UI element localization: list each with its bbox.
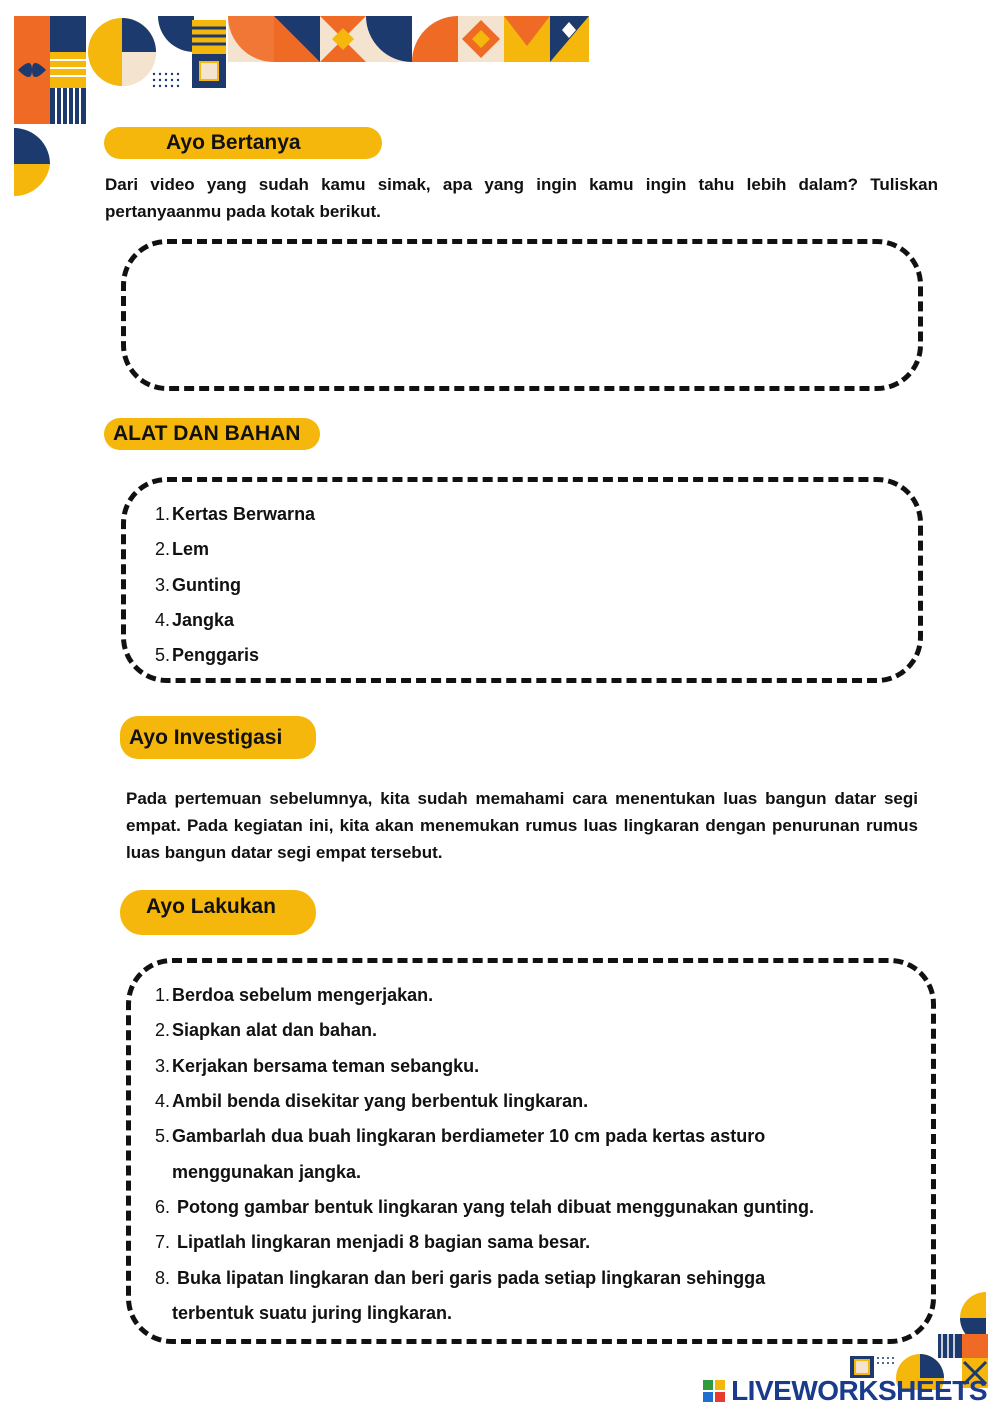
materials-list bbox=[152, 497, 315, 673]
list-item: 4. Ambil benda disekitar yang berbentuk lingkaran. bbox=[154, 1091, 589, 1112]
ayo-bertanya-instruction: Dari video yang sudah kamu simak, apa yang ingin kamu ingin tahu lebih dalam? Tuliskan pertanyaanmu pada kotak berikut. bbox=[105, 175, 938, 221]
question-answer-box[interactable] bbox=[121, 239, 923, 391]
ayo-lakukan-title: Ayo Lakukan bbox=[146, 895, 276, 918]
list-item: 1. Kertas Berwarna bbox=[154, 504, 316, 525]
list-item: 5. Penggaris bbox=[154, 645, 260, 666]
watermark-text: LIVEWORKSHEETS bbox=[731, 1375, 987, 1406]
steps-list bbox=[152, 978, 814, 1331]
list-item: 3. Kerjakan bersama teman sebangku. bbox=[154, 1055, 480, 1076]
ayo-bertanya-title: Ayo Bertanya bbox=[166, 131, 301, 154]
list-item-continuation: terbentuk suatu juring lingkaran. bbox=[172, 1302, 453, 1323]
decorative-banner-top bbox=[14, 16, 594, 196]
list-item: 1. Berdoa sebelum mengerjakan. bbox=[154, 985, 434, 1006]
list-item: 8. Buka lipatan lingkaran dan beri garis pada setiap lingkaran sehingga bbox=[154, 1267, 766, 1288]
list-item: 2. Siapkan alat dan bahan. bbox=[154, 1020, 378, 1041]
section-title-ayo-investigasi bbox=[120, 716, 316, 759]
list-item: 5. Gambarlah dua buah lingkaran berdiameter 10 cm pada kertas asturo bbox=[154, 1126, 766, 1147]
liveworksheets-logo-icon bbox=[703, 1380, 725, 1402]
list-item: 7. Lipatlah lingkaran menjadi 8 bagian sama besar. bbox=[154, 1232, 591, 1253]
list-item: 2. Lem bbox=[154, 539, 210, 560]
section-title-ayo-lakukan bbox=[120, 890, 316, 935]
ayo-investigasi-title: Ayo Investigasi bbox=[129, 725, 283, 749]
alat-dan-bahan-title: ALAT DAN BAHAN bbox=[113, 422, 301, 445]
section-title-ayo-bertanya bbox=[104, 127, 382, 159]
list-item: 4. Jangka bbox=[154, 610, 235, 631]
list-item: 6. Potong gambar bentuk lingkaran yang telah dibuat menggunakan gunting. bbox=[154, 1196, 815, 1217]
ayo-investigasi-text: Pada pertemuan sebelumnya, kita sudah memahami cara menentukan luas bangun datar segi empat. Pada kegiatan ini, kita akan menemukan rumus luas lingkaran dengan penurunan rumus luas bangun datar segi empat tersebut. bbox=[126, 789, 918, 862]
liveworksheets-watermark bbox=[703, 1375, 987, 1407]
section-title-alat-dan-bahan bbox=[104, 418, 320, 450]
list-item: 3. Gunting bbox=[154, 574, 241, 595]
list-item-continuation: menggunakan jangka. bbox=[172, 1161, 362, 1182]
